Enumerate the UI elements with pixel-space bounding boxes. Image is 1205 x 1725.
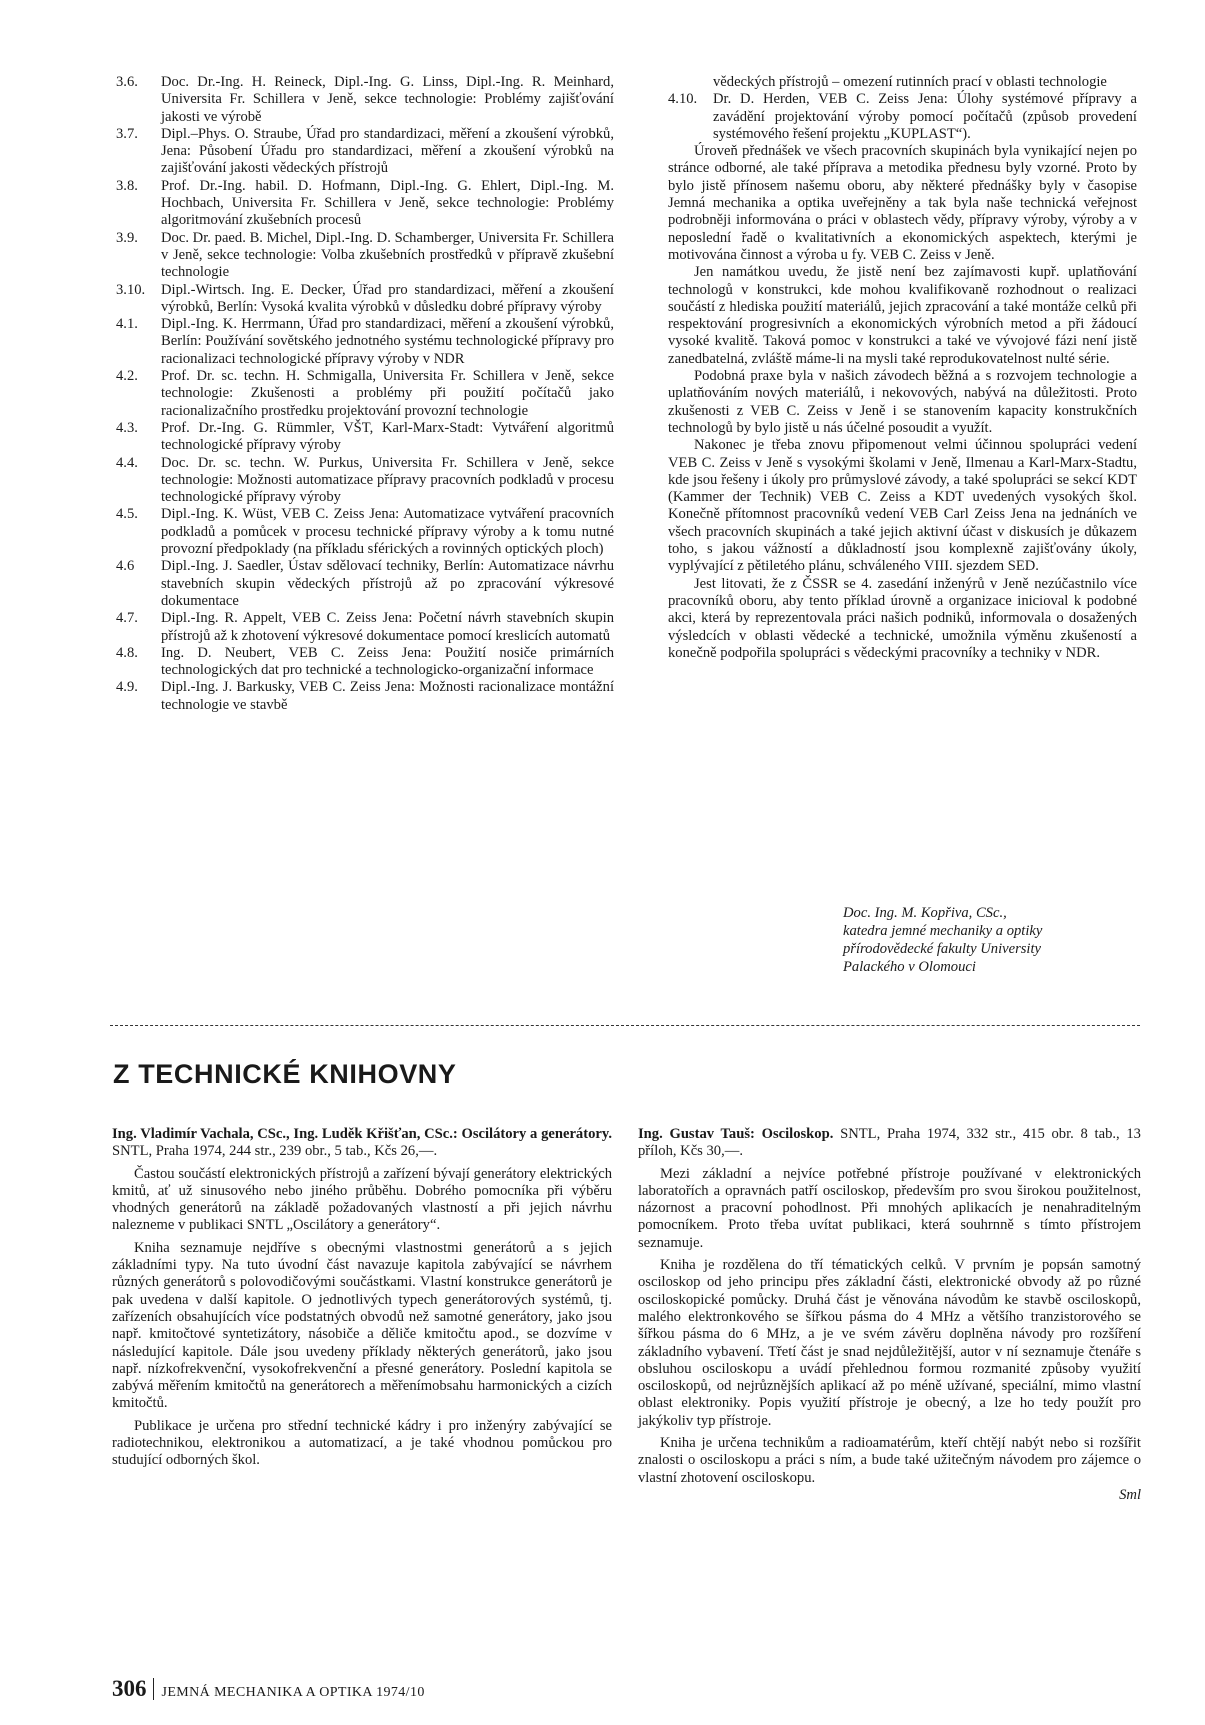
entry-number: 4.10. [668,91,698,108]
lecture-entry [116,282,614,317]
lecture-entry [116,455,614,507]
entry-text: Prof. Dr. sc. techn. H. Schmigalla, Universita Fr. Schillera v Jeně, sekce technologie: Zkušenosti a problémy při použití počítačů jako racionalizačního prostředku projektování provozní technologie [161,368,614,419]
review-paragraph: Kniha je rozdělena do tří tématických celků. V prvním je popsán samotný osciloskop od jeho principu přes základní části, elektronické obvody až po různé osciloskopické pomůcky. Druhá část je věnována návodům ke stavbě osciloskopů, malého elektronkového se šířkou pásma do 4 MHz a většího tranzistorového se šířkou pásma do 6 MHz, a je ve svém závěru doplněna návody pro rozšíření základního vybavení. Třetí část je snad nejdůležitější, autor v ní seznamuje čtenáře s obsluhou osciloskopu a uvádí přehlednou formou rozmanité způsoby využití osciloskopů, od nejrůznějších aplikací až po méně užívané, speciální, mimo vlastní oblast elektroniky. Popis využití přístroje je obecný, a lze ho tedy použít pro jakýkoliv typ přístroje. [638,1257,1141,1429]
lecture-entry [116,316,614,368]
entry-number: 4.5. [116,506,138,523]
lecture-entry [116,368,614,420]
report-paragraph: Nakonec je třeba znovu připomenout velmi účinnou spolupráci vedení VEB C. Zeiss v Jeně s vysokými školami v Jeně, Ilmenau a Karl-Marx-Stadtu, kde jsou řešeny i úkoly pro průmyslové závody, a také spolupráci se sekcí KDT (Kammer der Technik) VEB C. Zeiss a KDT uvedených vysokých škol. Konečně přítomnost pracovníků vedení VEB Carl Zeiss Jena na jednáních ve všech pracovních skupinách a také jejich aktivní účast v diskusích je důkazem toho, s jakou vážností a důkladností jsou komplexně zajišťovány úkoly, vyplývající z pětiletého plánu, schváleného VIII. sjezdem SED. [668,437,1137,575]
book-review-oscillators [112,1126,612,1470]
journal-name: JEMNÁ MECHANIKA A OPTIKA 1974/10 [161,1685,425,1700]
lecture-entry [116,506,614,558]
entry-number: 4.2. [116,368,138,385]
book-review-oscilloscope [638,1126,1141,1504]
entry-text: Dipl.-Ing. K. Wüst, VEB C. Zeiss Jena: Automatizace vytváření pracovních podkladů a pomůcek v procesu technické přípravy výroby a k tomu nutné provozní předpoklady (na příkladu sférických a rovinných optických ploch) [161,506,614,558]
page-number: 306 [112,1676,147,1701]
signature-line: katedra jemné mechaniky a optiky [843,923,1043,939]
entry-text: Prof. Dr.-Ing. habil. D. Hofmann, Dipl.-Ing. G. Ehlert, Dipl.-Ing. M. Hochbach, Universita Fr. Schillera v Jeně, sekce technologie: Problémy algoritmování zkušebních procesů [161,177,614,229]
lecture-entry [116,178,614,230]
lecture-list-left [116,74,614,714]
entry-number: 4.8. [116,644,138,661]
reviewer-initials: Sml [1119,1486,1141,1503]
lecture-entry [116,126,614,178]
review-paragraph: Kniha je určena technikům a radioamatérům, kteří chtějí nabýt nebo si rozšířit znalosti o osciloskopu a práci s ním, a bude také užitečným návodem pro zájemce o vlastní zhotovení osciloskopu. [638,1435,1141,1486]
entry-number: 4.3. [116,419,138,436]
entry-number: 4.4. [116,454,138,471]
lecture-entry [116,679,614,714]
review-paragraph: Kniha seznamuje nejdříve s obecnými vlastnostmi generátorů a s jejich základními typy. Na tuto úvodní část navazuje kapitola zabývající se návrhem různých generátorů s polovodičovými součástkami. Vlastní konstrukce generátorů je pak uvedena v další kapitole. O jednotlivých typech generátorových systémů, tj. zařízeních obsahujících více podstatných obvodů než samotné generátory, jako jsou např. kmitočtové syntetizátory, násobiče a děliče kmitočtu apod., se dozvíme v následující kapitole. Dále jsou uvedeny příklady některých generátorů, jako jsou např. nízkofrekvenční, vysokofrekvenční a přesné generátory. Poslední kapitola se zabývá měřením kmitočtů na generátorech a měřenímobsahu harmonických a cizích kmitočtů. [112,1239,612,1412]
review-title: Ing. Vladimír Vachala, CSc., Ing. Luděk Křišťan, CSc.: Oscilátory a generátory. [112,1126,612,1142]
report-column-right [668,74,1137,662]
signature-line: Palackého v Olomouci [843,959,976,975]
review-title: Ing. Gustav Tauš: Osciloskop. [638,1126,834,1142]
lecture-entry [116,645,614,680]
entry-text: Prof. Dr.-Ing. G. Rümmler, VŠT, Karl-Marx-Stadt: Vytváření algoritmů technologické přípravy výroby [161,419,614,454]
author-signature [843,904,1143,976]
page-footer [112,1676,425,1702]
review-publication-info: SNTL, Praha 1974, 244 str., 239 obr., 5 tab., Kčs 26,—. [112,1143,438,1160]
lecture-entry [116,230,614,282]
entry-number: 3.8. [116,177,138,194]
entry-text: Doc. Dr. sc. techn. W. Purkus, Universita Fr. Schillera v Jeně, sekce technologie: Možnosti automatizace přípravy pracovních podkladů v procesu technologické přípravy výroby [161,454,614,506]
section-divider [110,1025,1140,1026]
entry-text: Dipl.-Ing. J. Barkusky, VEB C. Zeiss Jena: Možnosti racionalizace montážní technologie ve stavbě [161,679,614,713]
entry-text: Doc. Dr. paed. B. Michel, Dipl.-Ing. D. Schamberger, Universita Fr. Schillera v Jeně, sekce technologie: Volba zkušebních prostředků v přípravě zkušební technologie [161,229,614,281]
entry-text: Dipl.–Phys. O. Straube, Úřad pro standardizaci, měření a zkoušení výrobků, Jena: Působení Úřadu pro standardizaci, měření a zkoušení výrobků na zajišťování jakosti vědeckých přístrojů [161,125,614,177]
review-paragraph: Mezi základní a nejvíce potřebné přístroje používané v elektronických laboratořích a opravnách patří osciloskop, především pro svou širokou použitelnost, názornost a pracovní pohodlnost. Při mnohých aplikacích je nenahraditelným pomocníkem. Proto třeba uvítat publikaci, která souhrnně s tímto přístrojem seznamuje. [638,1165,1141,1251]
entry-text: Dr. D. Herden, VEB C. Zeiss Jena: Úlohy systémové přípravy a zavádění projektování výroby pomocí počítačů (způsob provedení systémového řešení projektu „KUPLAST“). [713,91,1137,142]
entry-number: 3.7. [116,125,138,142]
report-paragraph: Podobná praxe byla v našich závodech běžná a s rozvojem technologie a uplatňováním nových materiálů, i nekovových, nabývá na důležitosti. Proto zkušenosti z VEB C. Zeiss v Jeně i se stanovením kapacity konstrukčních technologů by bylo jistě u nás účelné posoudit a využít. [668,368,1137,436]
lecture-entry [116,420,614,455]
report-paragraph: Jest litovati, že z ČSSR se 4. zasedání inženýrů v Jeně nezúčastnilo více pracovníků oboru, aby tento příklad úrovně a organizace inicioval k podobné akci, která by reprezentovala práci našich podniků, informovala o dosažených výsledcích v oblasti vědecké a technické, umožnila výměnu zkušeností a konečně podpořila spolupráci s vědeckými pracovníky a techniky v NDR. [668,575,1137,661]
review-header [112,1126,612,1161]
entry-number: 3.9. [116,229,138,246]
entry-text: Dipl.-Wirtsch. Ing. E. Decker, Úřad pro standardizaci, měření a zkoušení výrobků, Berlín: Vysoká kvalita výrobků v důsledku dobré přípravy výroby [161,281,614,315]
entry-text: Ing. D. Neubert, VEB C. Zeiss Jena: Použití nosiče primárních technologických dat pro technické a technologicko-organizační informace [161,644,614,679]
entry-number: 3.6. [116,74,138,90]
report-paragraph: Úroveň přednášek ve všech pracovních skupinách byla vynikající nejen po stránce odborné, ale také příprava a metodika přednesu byly vzorné. Proto by bylo jistě přínosem našemu oboru, aby některé přednášky byly v časopise Jemná mechanika a optika uveřejněny a tak byla naše technická veřejnost podrobněji informována o práci v oblastech vědy, přípravy výroby, výroby a v neposlední řadě o kvalitativních a ekonomických aspektech, kterými je motivována činnost a výroba u fy. VEB C. Zeiss v Jeně. [668,143,1137,263]
review-publication-info: SNTL, Praha 1974, 332 str., 415 obr. 8 tab., 13 příloh, Kčs 30,—. [638,1126,1141,1160]
lecture-entry [668,91,1137,143]
entry-text: Dipl.-Ing. R. Appelt, VEB C. Zeiss Jena: Početní návrh stavebních skupin přístrojů až k zhotovení výkresové dokumentace pomocí kreslicích automatů [161,610,614,644]
review-header [638,1126,1141,1161]
signature-line: Doc. Ing. M. Kopřiva, CSc., [843,905,1007,921]
entry-number: 4.6 [116,558,135,575]
lecture-entry [116,610,614,645]
footer-separator [153,1678,154,1700]
report-paragraph: Jen namátkou uvedu, že jistě není bez zajímavosti kupř. uplatňování technologů v konstrukci, kde mohou kvalifikovaně rozhodnout o realizaci součástí z hlediska použití materiálů, jejich zpracování a také montáže celků při respektování progresivních a ekonomických výrobních metod a při žádoucí vysoké kvalitě. Taková pomoc v konstrukci a také ve vývojové fázi není jistě zanedbatelná, zvláště máme-li na mysli také reprodukovatelnost nulté série. [668,264,1137,367]
entry-number: 4.7. [116,610,138,627]
section-heading: Z TECHNICKÉ KNIHOVNY [113,1059,457,1089]
entry-text: Dipl.-Ing. K. Herrmann, Úřad pro standardizaci, měření a zkoušení výrobků, Berlín: Používání sovětského jednotného systému technologické přípravy pro racionalizaci technologické přípravy výroby v NDR [161,316,614,367]
entry-number: 4.9. [116,679,138,696]
review-paragraph: Častou součástí elektronických přístrojů a zařízení bývají generátory elektrických kmitů, ať už sinusového nebo jiného průběhu. Dobrého pomocníka při výběru vhodných generátorů na základě požadovaných vlastností a při jejich návrhu nalezneme v publikaci SNTL „Oscilátory a generátory“. [112,1165,612,1234]
signature-line: přírodovědecké fakulty University [843,941,1042,957]
entry-continuation: vědeckých přístrojů – omezení rutinních prací v oblasti technologie [713,74,1107,90]
entry-number: 4.1. [116,316,138,333]
entry-number: 3.10. [116,281,146,298]
entry-text: Dipl.-Ing. J. Saedler, Ústav sdělovací techniky, Berlín: Automatizace návrhu stavebních skupin vědeckých přístrojů až po zpracování výkresové dokumentace [161,558,614,609]
entry-text: Doc. Dr.-Ing. H. Reineck, Dipl.-Ing. G. Linss, Dipl.-Ing. R. Meinhard, Universita Fr. Schillera v Jeně, sekce technologie: Problémy zajišťování jakosti ve výrobě [161,74,614,125]
lecture-entry [116,558,614,610]
lecture-entry [116,74,614,126]
review-paragraph: Publikace je určena pro střední technické kádry i pro inženýry zabývající se radiotechnikou, elektronikou a automatizací, a je také vhodnou pomůckou pro studující odborných škol. [112,1417,612,1469]
